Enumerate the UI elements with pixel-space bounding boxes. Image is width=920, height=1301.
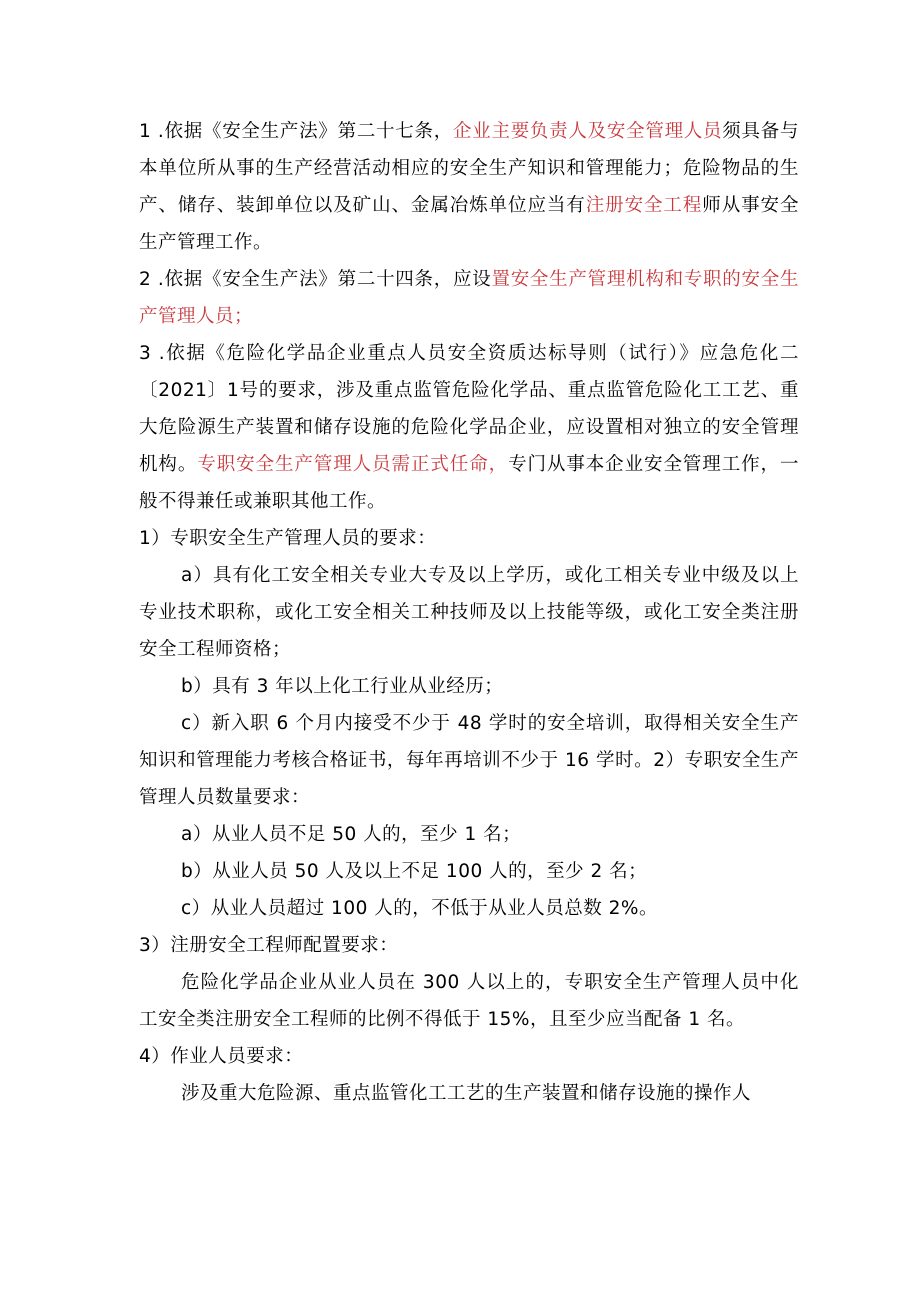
section-2-item-a: a）从业人员不足 50 人的，至少 1 名； — [181, 824, 522, 845]
section-2-item-c: c）从业人员超过 100 人的，不低于从业人员总数 2%。 — [181, 898, 658, 919]
p3-text-1: 3 .依据《危险化学品企业重点人员安全资质达标导则（试行）》应急危化二〔2021〕1号的要求，涉及重点监管危险化学品、重点监管危险化工工艺、重大危险源生产装置和储存设施的危险化学品企业，应设置相对独立的安全管理机构。 — [139, 343, 799, 475]
p2-text-1: 2 .依据《安全生产法》第二十四条，应设 — [139, 269, 492, 290]
p1-highlight-registered-engineer: 注册安全工程 — [585, 195, 703, 216]
section-1-title: 1）专职安全生产管理人员的要求： — [139, 528, 437, 549]
section-2-item-b: b）从业人员 50 人及以上不足 100 人的，至少 2 名； — [181, 861, 648, 882]
p1-text-1: 1 .依据《安全生产法》第二十七条， — [139, 121, 453, 142]
paragraph-1 — [139, 113, 799, 261]
section-4-title: 4）作业人员要求： — [139, 1046, 304, 1067]
section-3-title: 3）注册安全工程师配置要求： — [139, 935, 399, 956]
section-3-body: 危险化学品企业从业人员在 300 人以上的，专职安全生产管理人员中化工安全类注册安全工程师的比例不得低于 15%，且至少应当配备 1 名。 — [139, 972, 799, 1030]
section-1-item-b: b）具有 3 年以上化工行业从业经历； — [181, 676, 504, 697]
p2-highlight-management-org: 置安全生产管理机构和专职的安全生产管理人员； — [139, 269, 799, 327]
paragraph-2 — [139, 261, 799, 335]
p1-text-3: 师从事安全生产管理工作。 — [139, 195, 799, 253]
document-body — [139, 113, 799, 1112]
paragraph-3 — [139, 335, 799, 520]
section-4-body: 涉及重大危险源、重点监管化工工艺的生产装置和储存设施的操作人 — [181, 1083, 752, 1104]
p1-highlight-responsible-persons: 企业主要负责人及安全管理人员 — [453, 121, 723, 142]
p1-text-2: 须具备与本单位所从事的生产经营活动相应的安全生产知识和管理能力；危险物品的生产、储存、装卸单位以及矿山、金属冶炼单位应当有 — [139, 121, 799, 216]
section-1-item-c: c）新入职 6 个月内接受不少于 48 学时的安全培训，取得相关安全生产知识和管理能力考核合格证书，每年再培训不少于 16 学时。2）专职安全生产管理人员数量要求： — [139, 713, 799, 808]
section-1-item-a: a）具有化工安全相关专业大专及以上学历，或化工相关专业中级及以上专业技术职称，或化工安全相关工种技师及以上技能等级，或化工安全类注册安全工程师资格； — [139, 565, 799, 660]
p3-highlight-formal-appointment: 专职安全生产管理人员需正式任命， — [197, 454, 509, 475]
p3-text-2: 专门从事本企业安全管理工作，一般不得兼任或兼职其他工作。 — [139, 454, 799, 512]
